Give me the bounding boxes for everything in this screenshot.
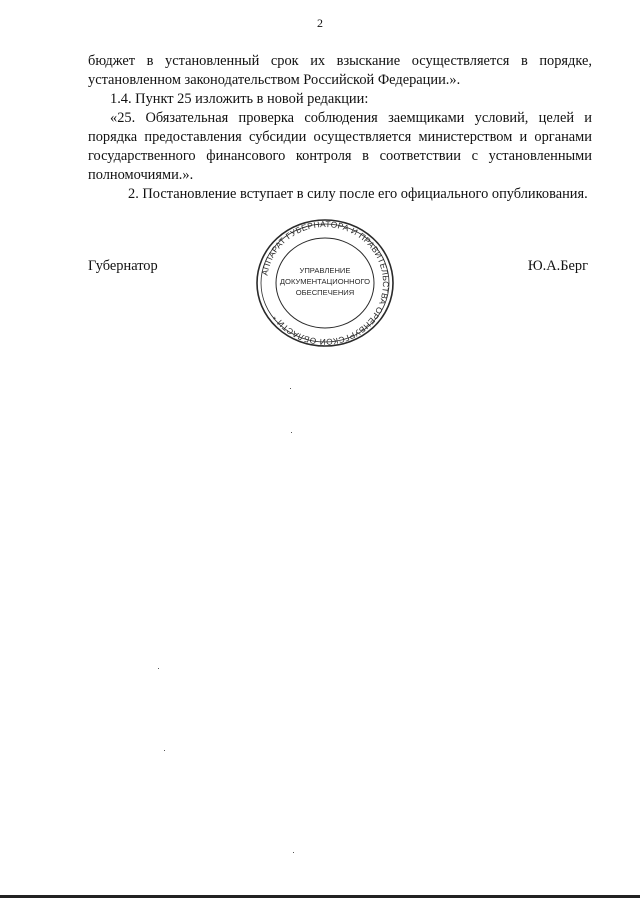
official-seal-stamp bbox=[255, 218, 395, 348]
paragraph-item-25: «25. Обязательная проверка соблюдения заемщиками условий, целей и порядка предоставления субсидии осуществляется министерством и органами государственного финансового контроля в соответствии с установленными полномочиями.». bbox=[88, 110, 592, 183]
seal-ring-text: АППАРАТ ГУБЕРНАТОРА И ПРАВИТЕЛЬСТВА ОРЕНБУРГСКОЙ ОБЛАСТИ * bbox=[259, 218, 392, 348]
scan-speck bbox=[293, 852, 294, 853]
scan-speck bbox=[290, 388, 291, 389]
paragraph-item-2: 2. Постановление вступает в силу после его официального опубликования. bbox=[128, 186, 588, 202]
document-body bbox=[88, 52, 592, 204]
page-number: 2 bbox=[317, 16, 323, 30]
scan-speck bbox=[158, 668, 159, 669]
seal-center-line-2: ДОКУМЕНТАЦИОННОГО bbox=[279, 277, 371, 286]
scan-speck bbox=[164, 750, 165, 751]
seal-center-line-1: УПРАВЛЕНИЕ bbox=[299, 266, 351, 275]
signatory-title: Губернатор bbox=[88, 258, 158, 274]
scan-speck bbox=[291, 432, 292, 433]
scan-bottom-edge bbox=[0, 895, 640, 898]
paragraph-continuation: бюджет в установленный срок их взыскание осуществляется в порядке, установленном законодательством Российской Федерации.». bbox=[88, 53, 592, 88]
paragraph-item-1-4: 1.4. Пункт 25 изложить в новой редакции: bbox=[110, 91, 369, 107]
seal-center-line-3: ОБЕСПЕЧЕНИЯ bbox=[295, 288, 355, 297]
signatory-name: Ю.А.Берг bbox=[527, 258, 588, 274]
